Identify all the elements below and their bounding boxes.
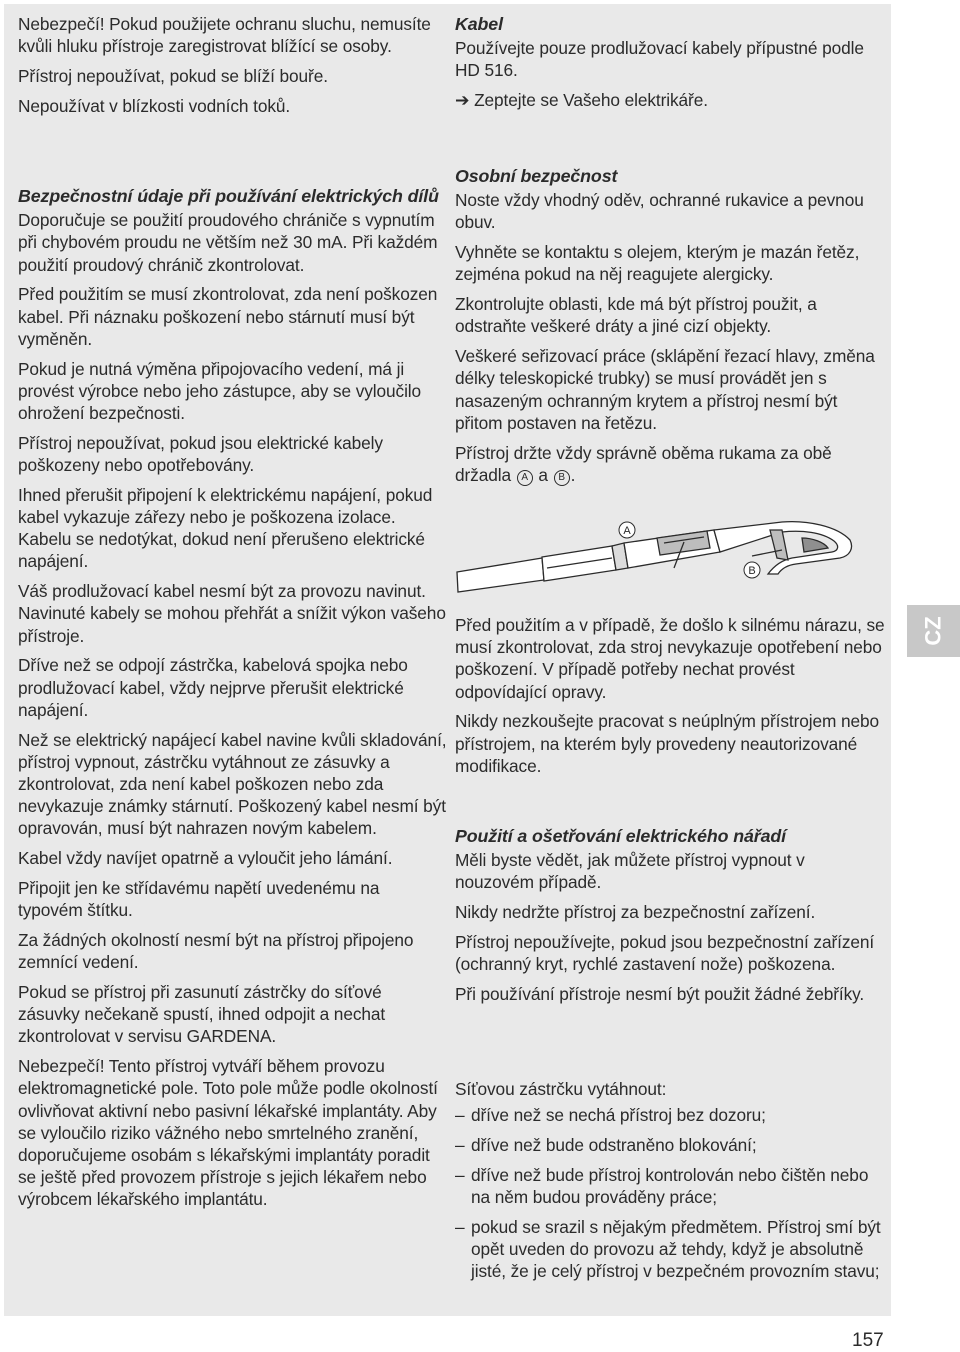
paragraph: Vyhněte se kontaktu s olejem, kterým je mazán řetěz, zejména pokud na něj reagujete alergicky.: [455, 242, 860, 285]
paragraph: Nikdy nezkoušejte pracovat s neúplným přístrojem nebo přístrojem, na kterém byly provedeny neautorizované modifikace.: [455, 711, 880, 776]
telescopic-handle-illustration: [452, 508, 892, 608]
list-item: – pokud se srazil s nějakým předmětem. Přístroj smí být opět uveden do provozu až tehdy, když je absolutně jisté, že je celý přístroj v bezpečném provozním stavu;: [455, 1216, 881, 1282]
list-item: – dříve než bude odstraněno blokování;: [455, 1135, 757, 1155]
paragraph: Noste vždy vhodný oděv, ochranné rukavice a pevnou obuv.: [455, 190, 864, 233]
paragraph: Pokud je nutná výměna připojovacího vedení, má ji provést výrobce nebo jeho zástupce, aby se vyloučilo ohrožení bezpečnosti.: [18, 358, 422, 424]
language-tab-label: CZ: [920, 616, 946, 646]
paragraph: Nikdy nedržte přístroj za bezpečnostní zařízení.: [455, 902, 816, 923]
paragraph: Doporučuje se použití proudového chrániče s vypnutím při chybovém proudu ne větším než 30 mA. Při každém použití proudový chránič zkontrolovat.: [18, 210, 438, 275]
paragraph: Kabel vždy navíjet opatrně a vyloučit jeho lámání.: [18, 848, 393, 869]
paragraph: Nebezpečí! Tento přístroj vytváří během provozu elektromagnetické pole. Toto pole může podle okolností ovlivňovat aktivní nebo pasivní lékařské implantáty. Aby se vyloučilo riziko vážného nebo smrtelného zranění, doporučujeme osobám s lékařskými implantáty poradit se ještě před provozem přístroje s jejich lékařem nebo výrobcem lékařského implantátu.: [18, 1056, 438, 1210]
paragraph: Měli byste vědět, jak můžete přístroj vypnout v nouzovém případě.: [455, 850, 805, 893]
storm-note: Přístroj nepoužívat, pokud se blíží bouře.: [18, 66, 328, 86]
paragraph: Před použitím a v případě, že došlo k silnému nárazu, se musí zkontrolovat, zda stroj nevykazuje opotřebení nebo poškození. V případě potřeby nechat provést odpovídající opravy.: [455, 615, 885, 702]
warning-hearing: Nebezpečí! Pokud použijete ochranu sluchu, nemusíte kvůli hluku přístroje zaregistrovat blížící se osoby.: [18, 14, 431, 57]
paragraph-handles: Přístroj držte vždy správně oběma rukama za obě držadla A a B .: [455, 442, 832, 485]
handle-a-marker: A: [517, 470, 533, 486]
content-panel: [4, 4, 891, 1316]
paragraph: Při používání přístroje nesmí být použit žádné žebříky.: [455, 984, 865, 1004]
paragraph: Před použitím se musí zkontrolovat, zda není poškozen kabel. Při náznaku poškození nebo stárnutí musí být vyměněn.: [18, 284, 438, 349]
paragraph: Připojit jen ke střídavému napětí uvedenému na typovém štítku.: [18, 878, 380, 921]
paragraph: Ihned přerušit připojení k elektrickému napájení, pokud kabel vykazuje zářezy nebo je poškozena izolace. Kabelu se nedotýkat, dokud není přerušeno elektrické napájení.: [18, 484, 433, 572]
figure-label-a: A: [623, 525, 631, 537]
instruction-arrow: ➔ Zeptejte se Vašeho elektrikáře.: [455, 90, 708, 111]
section-heading-tool-use: Použití a ošetřování elektrického nářadí: [455, 826, 786, 846]
list-item: – dříve než bude přístroj kontrolován nebo čištěn nebo na něm budou prováděny práce;: [455, 1164, 869, 1207]
handle-b-marker: B: [554, 470, 570, 486]
paragraph: Než se elektrický napájecí kabel navine kvůli skladování, přístroj vypnout, zástrčku vytáhnout ze zásuvky a zkontrolovat, zda není kabel poškozen nebo zda nevykazuje známky stárnutí. Poškozený kabel nesmí být opravován, musí být nahrazen novým kabelem.: [18, 729, 447, 839]
language-tab: [907, 605, 960, 657]
unplug-intro: Síťovou zástrčku vytáhnout:: [455, 1079, 667, 1099]
paragraph: Zkontrolujte oblasti, kde má být přístroj použit, a odstraňte veškeré dráty a jiné cizí objekty.: [455, 294, 817, 337]
paragraph: Veškeré seřizovací práce (sklápění řezací hlavy, změna délky teleskopické trubky) se musí provádět jen s nasazeným ochranným krytem a přístroj nesmí být přitom postaven na řetězu.: [455, 346, 875, 433]
paragraph: Používejte pouze prodlužovací kabely přípustné podle HD 516.: [455, 38, 864, 81]
section-heading-electrical: Bezpečnostní údaje při používání elektrických dílů: [18, 186, 439, 206]
water-note: Nepoužívat v blízkosti vodních toků.: [18, 95, 291, 116]
page-number: 157: [852, 1330, 884, 1351]
paragraph: Za žádných okolností nesmí být na přístroj připojeno zemnící vedení.: [18, 930, 414, 973]
figure-label-b: B: [748, 565, 756, 577]
paragraph: Přístroj nepoužívejte, pokud jsou bezpečnostní zařízení (ochranný kryt, rychlé zastavení nože) poškozena.: [455, 932, 875, 975]
section-heading-personal-safety: Osobní bezpečnost: [455, 166, 618, 186]
paragraph: Dříve než se odpojí zástrčka, kabelová spojka nebo prodlužovací kabel, vždy nejprve přerušit elektrické napájení.: [18, 655, 408, 720]
list-item: – dříve než se nechá přístroj bez dozoru;: [455, 1105, 766, 1126]
paragraph: Váš prodlužovací kabel nesmí být za provozu navinut. Navinuté kabely se mohou přehřát a snížit výkon vašeho přístroje.: [18, 581, 446, 646]
paragraph: Přístroj nepoužívat, pokud jsou elektrické kabely poškozeny nebo opotřebovány.: [18, 432, 383, 476]
paragraph: Pokud se přístroj při zasunutí zástrčky do síťové zásuvky nečekaně spustí, ihned odpojit a nechat zkontrolovat v servisu GARDENA.: [18, 982, 386, 1047]
section-heading-kabel: Kabel: [455, 14, 503, 34]
